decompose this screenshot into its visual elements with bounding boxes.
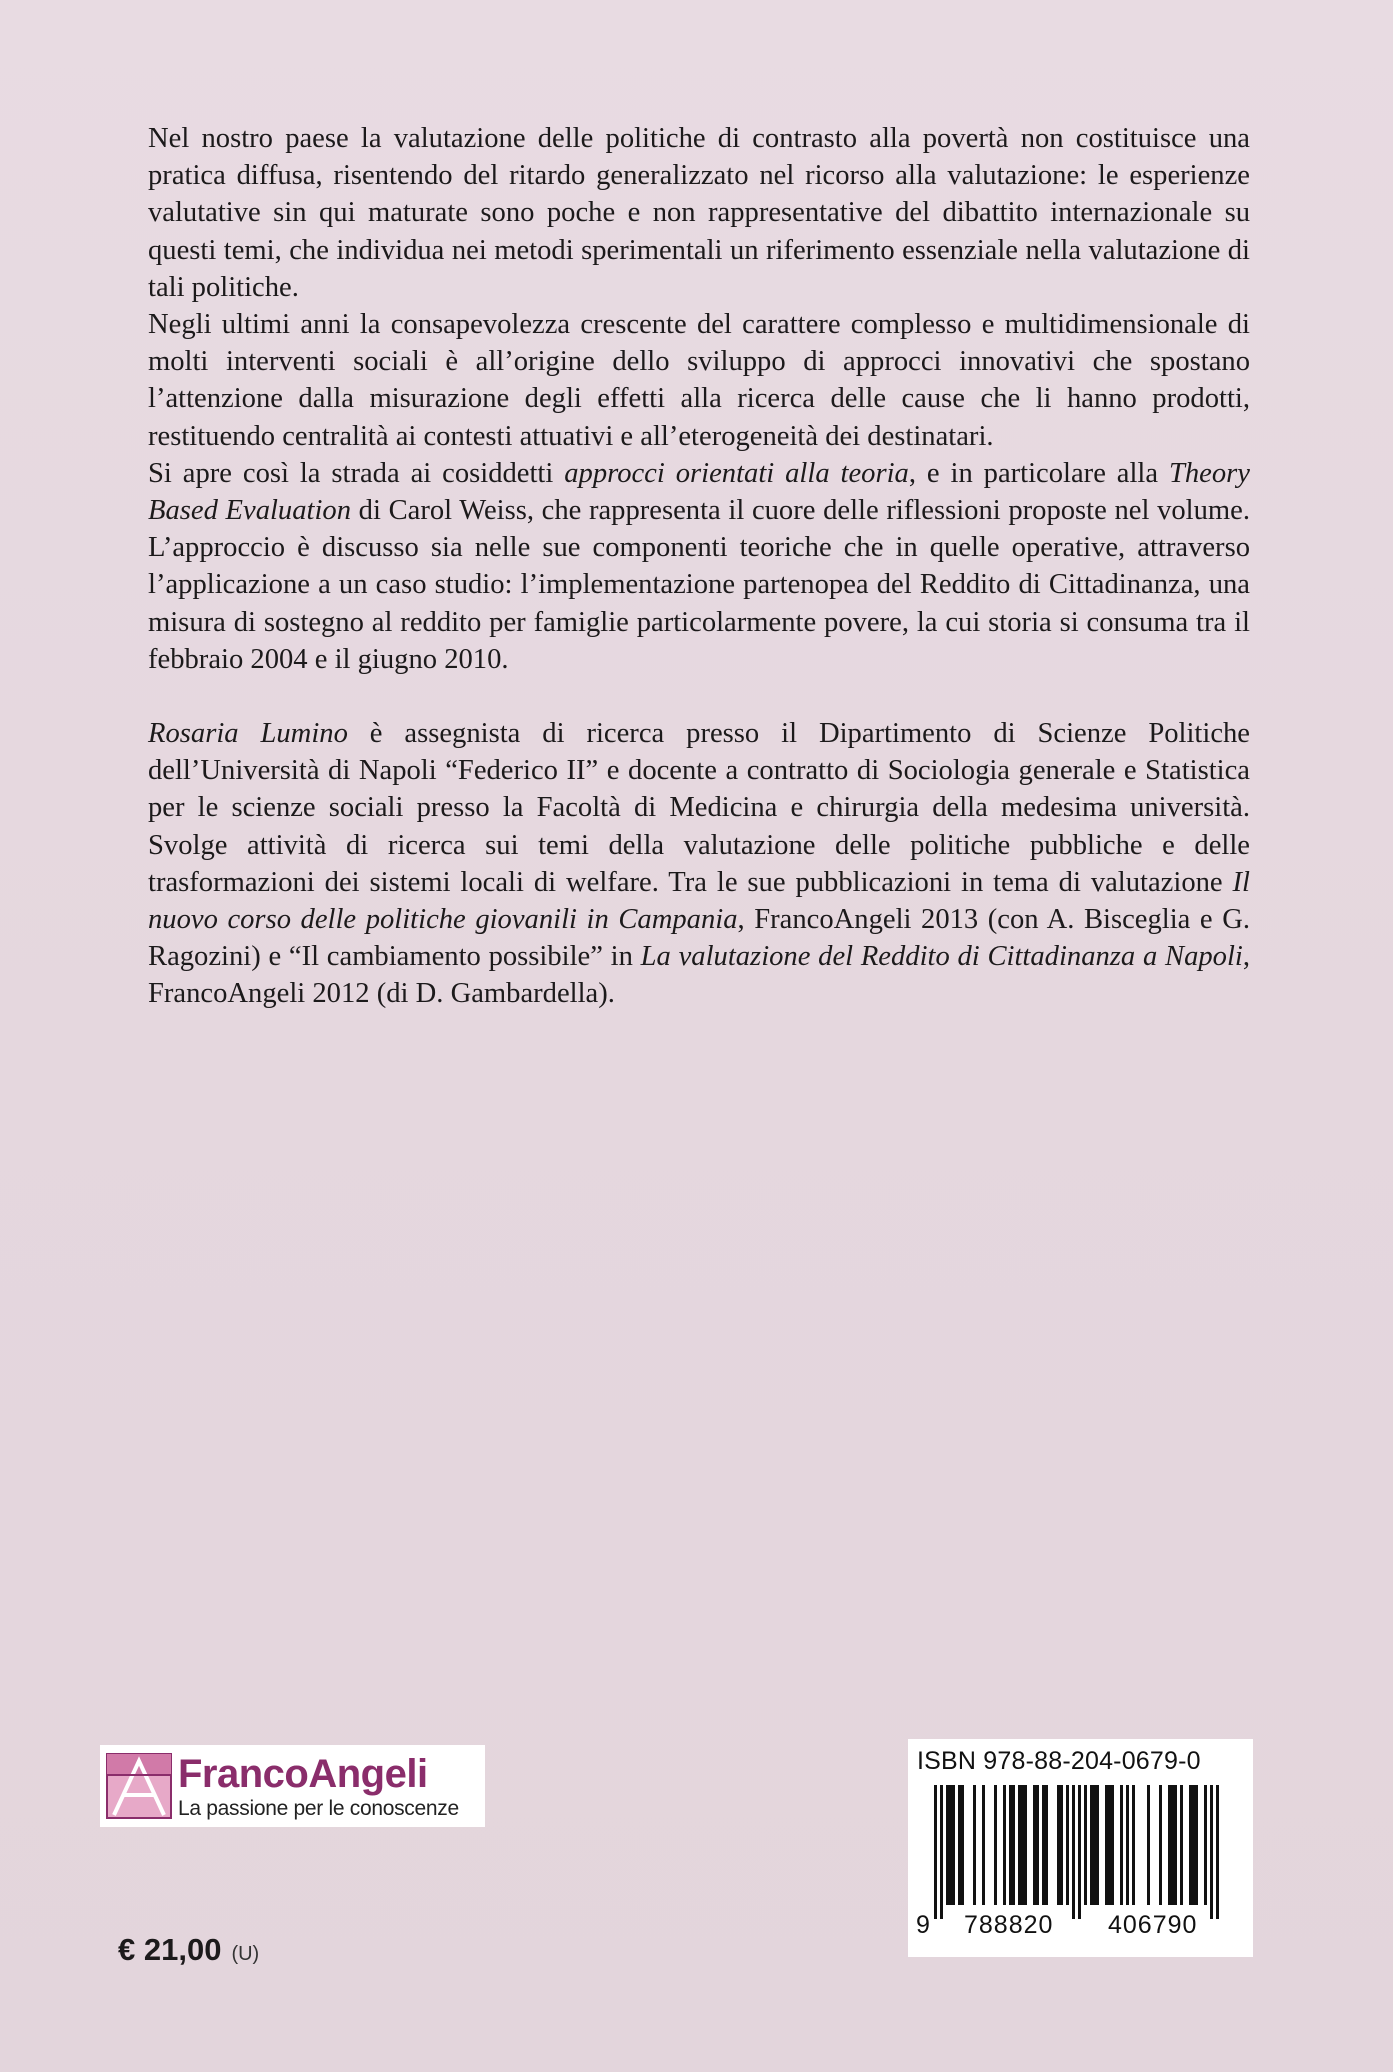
author-bio-text-c: , FrancoAngeli 2012 (di D. Gambardella). xyxy=(148,941,1250,1010)
barcode-bar xyxy=(1072,1785,1075,1919)
barcode-bar xyxy=(1210,1785,1213,1919)
barcode-bar xyxy=(1126,1785,1129,1905)
barcode-bar xyxy=(1180,1785,1183,1905)
barcode-bar xyxy=(1024,1785,1027,1905)
barcode-bar xyxy=(994,1785,997,1905)
barcode-bar xyxy=(1066,1785,1069,1905)
barcode-bar xyxy=(1120,1785,1123,1905)
isbn-label: ISBN 978-88-204-0679-0 xyxy=(917,1747,1201,1775)
barcode-bar xyxy=(1111,1785,1114,1905)
author-bio-text-b: , FrancoAngeli 2013 (con A. Bisceglia e G. Ragozini) e “Il cambiamento possibile” in xyxy=(148,904,1250,973)
barcode-bar xyxy=(1105,1785,1108,1905)
barcode-bar xyxy=(1057,1785,1060,1905)
barcode-bar xyxy=(1078,1785,1081,1919)
blurb-p3-text-b: , e in particolare alla xyxy=(908,457,1169,489)
barcode-bar xyxy=(1012,1785,1015,1905)
barcode-bar xyxy=(1174,1785,1177,1905)
cover-blurb xyxy=(148,120,1250,1013)
publisher-brand: FrancoAngeli xyxy=(178,1751,428,1796)
blurb-p3-text-a: Si apre così la strada ai cosiddetti xyxy=(148,457,565,489)
barcode-bar xyxy=(1192,1785,1195,1905)
barcode-bar xyxy=(1060,1785,1063,1905)
paragraph-gap xyxy=(148,678,1250,715)
barcode-bar xyxy=(1036,1785,1039,1905)
blurb-paragraph-1 xyxy=(148,120,1250,306)
barcode-bar xyxy=(1195,1785,1198,1905)
barcode-bar xyxy=(1033,1785,1036,1905)
barcode-bar xyxy=(1204,1785,1207,1905)
barcode-bars xyxy=(934,1785,1234,1921)
barcode-bar xyxy=(949,1785,952,1905)
barcode-lead-digit: 9 xyxy=(916,1911,931,1939)
author-bio-text-a: è assegnista di ricerca presso il Dipartimento di Scienze Politiche dell’Università di Napoli “Federico II” e docente a contratto di Sociologia generale e Statistica per le scienze sociali presso la Facoltà di Medicina e chirurgia della medesima università. Svolge attività di ricerca sui temi della valutazione delle politiche pubbliche e delle trasformazioni dei sistemi locali di welfare. Tra le sue pubblicazioni in tema di valutazione xyxy=(148,718,1251,898)
barcode-bar xyxy=(1216,1785,1219,1919)
barcode-bar xyxy=(952,1785,955,1905)
author-bio xyxy=(148,715,1250,1013)
barcode-bar xyxy=(940,1785,943,1919)
barcode-bar xyxy=(1090,1785,1093,1905)
barcode-bar xyxy=(1189,1785,1192,1905)
barcode-bar xyxy=(934,1785,937,1919)
blurb-p3-italic-b: Theory Based Evaluation xyxy=(148,457,1250,527)
barcode-bar xyxy=(1096,1785,1099,1905)
barcode-bar xyxy=(958,1785,961,1905)
barcode-left-digits: 788820 xyxy=(964,1911,1054,1939)
barcode-bar xyxy=(946,1785,949,1905)
blurb-p3-italic-a: approcci orientati alla teoria xyxy=(564,457,909,489)
barcode-bar xyxy=(961,1785,964,1905)
publisher-logo-mark-icon xyxy=(106,1753,172,1819)
barcode-bar xyxy=(982,1785,985,1905)
barcode-bar xyxy=(1168,1785,1171,1905)
blurb-paragraph-3 xyxy=(148,455,1250,678)
barcode-bar xyxy=(1084,1785,1087,1905)
barcode-bar xyxy=(1147,1785,1150,1905)
barcode-right-digits: 406790 xyxy=(1108,1911,1198,1939)
blurb-paragraph-2 xyxy=(148,306,1250,455)
blurb-p1-text: Nel nostro paese la valutazione delle politiche di contrasto alla povertà non costituisce una pratica diffusa, risentendo del ritardo generalizzato nel ricorso alla valutazione: le esperienze valutative sin qui maturate sono poche e non rappresentative del dibattito internazionale su questi temi, che individua nei metodi sperimentali un riferimento essenziale nella valutazione di tali politiche. xyxy=(148,123,1250,303)
barcode-bar xyxy=(1042,1785,1045,1905)
barcode-bar xyxy=(1171,1785,1174,1905)
barcode-box xyxy=(908,1739,1253,1957)
barcode-bar xyxy=(1132,1785,1135,1905)
barcode-bar xyxy=(1021,1785,1024,1905)
barcode-bar xyxy=(1159,1785,1162,1905)
barcode-bar xyxy=(1045,1785,1048,1905)
price xyxy=(118,1932,259,1968)
author-book-title-1: Il nuovo corso delle politiche giovanili in Campania xyxy=(148,866,1250,936)
barcode-bar xyxy=(1108,1785,1111,1905)
barcode-bar xyxy=(1093,1785,1096,1905)
blurb-p3-text-c: di Carol Weiss, che rappresenta il cuore delle riflessioni proposte nel volume. L’approccio è discusso sia nelle sue componenti teoriche che in quelle operative, attraverso l’applicazione a un caso studio: l’implementazione partenopea del Reddito di Cittadinanza, una misura di sostegno al reddito per famiglie particolarmente povere, la cui storia si consuma tra il febbraio 2004 e il giugno 2010. xyxy=(148,495,1250,675)
author-name: Rosaria Lumino xyxy=(148,718,348,750)
barcode-bar xyxy=(1009,1785,1012,1905)
blurb-p2-text: Negli ultimi anni la consapevolezza crescente del carattere complesso e multidimensionale di molti interventi sociali è all’origine dello sviluppo di approcci innovativi che spostano l’attenzione dalla misurazione degli effetti alla ricerca delle cause che li hanno prodotti, restituendo centralità ai contesti attuativi e all’eterogeneità dei destinatari. xyxy=(148,309,1250,452)
barcode-bar xyxy=(1003,1785,1006,1905)
price-amount: € 21,00 xyxy=(118,1932,222,1967)
price-note: (U) xyxy=(231,1943,260,1965)
barcode-bar xyxy=(973,1785,976,1905)
barcode-bar xyxy=(1018,1785,1021,1905)
publisher-tagline: La passione per le conoscenze xyxy=(178,1796,459,1820)
author-book-title-2: La valutazione del Reddito di Cittadinanza a Napoli xyxy=(640,941,1243,973)
publisher-logo xyxy=(100,1745,485,1827)
